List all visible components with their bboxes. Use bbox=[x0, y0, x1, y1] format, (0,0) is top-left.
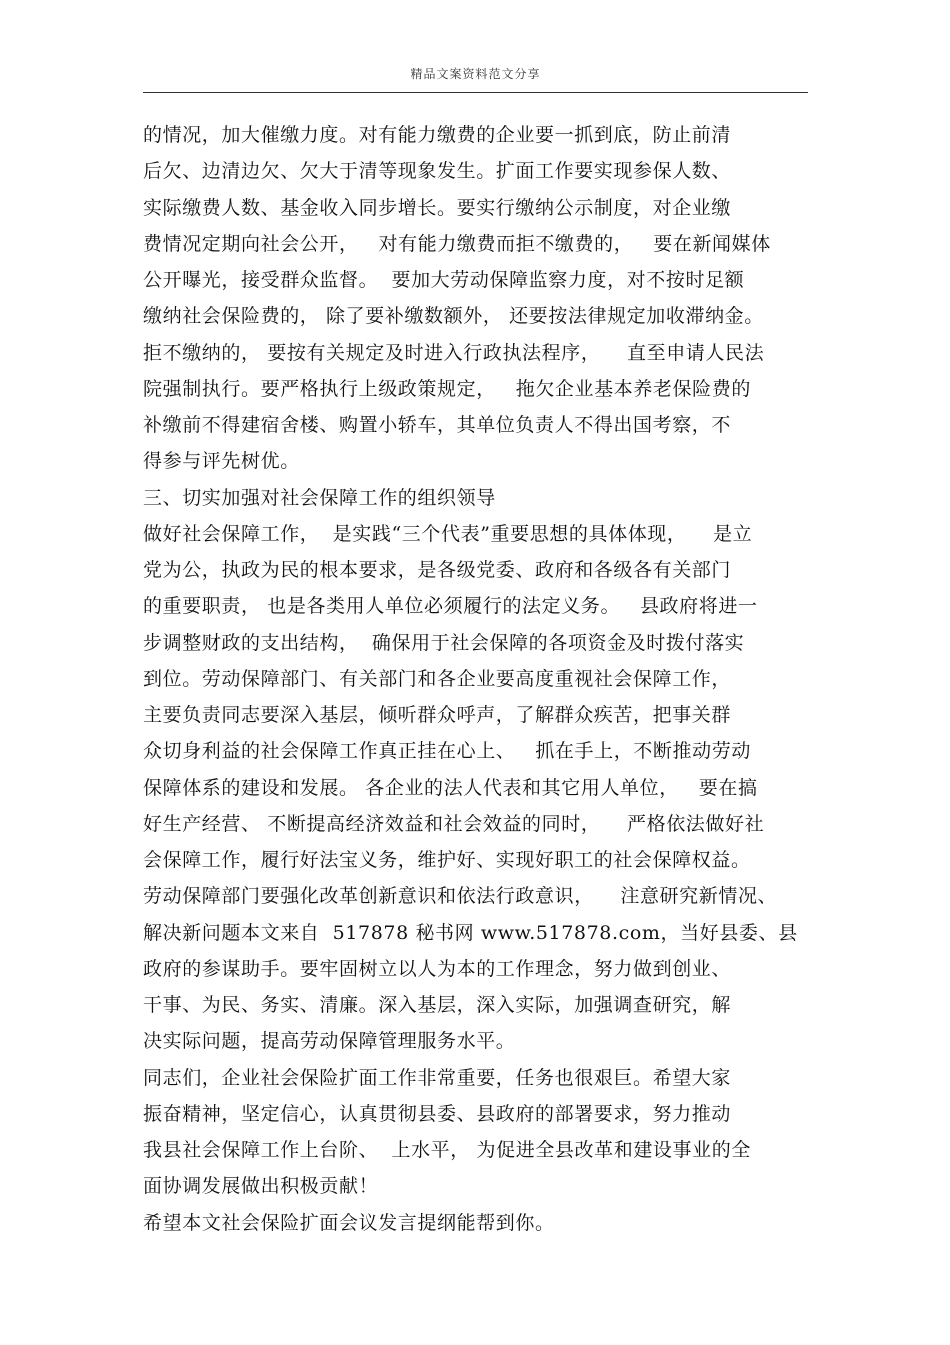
text-line: 党为公，执政为民的根本要求，是各级党委、政府和各级各有关部门 bbox=[143, 559, 732, 581]
text-line: 好生产经营、 不断提高经济效益和社会效益的同时， 严格依法做好社 bbox=[143, 812, 765, 835]
text-line: 实际缴费人数、基金收入同步增长。要实行缴纳公示制度，对企业缴 bbox=[143, 196, 732, 219]
text-line: 步调整财政的支出结构， 确保用于社会保障的各项资金及时拨付落实 bbox=[143, 631, 745, 654]
text-line: 决实际问题，提高劳动保障管理服务水平。 bbox=[143, 1030, 516, 1053]
text-line: 做好社会保障工作， 是实践“三个代表”重要思想的具体体现， 是立 bbox=[143, 522, 753, 545]
text-line: 后欠、边清边欠、欠大于清等现象发生。扩面工作要实现参保人数、 bbox=[143, 160, 732, 183]
text-line: 的情况，加大催缴力度。对有能力缴费的企业要一抓到底，防止前清 bbox=[143, 124, 732, 146]
document-body bbox=[143, 117, 823, 1241]
text-line: 政府的参谋助手。要牢固树立以人为本的工作理念，努力做到创业、 bbox=[143, 957, 732, 980]
text-line: 解决新问题本文来自 517878 秘书网 www.517878.com，当好县委、县 bbox=[143, 921, 798, 944]
text-line: 补缴前不得建宿舍楼、购置小轿车，其单位负责人不得出国考察，不 bbox=[143, 414, 732, 436]
text-line: 费情况定期向社会公开， 对有能力缴费而拒不缴费的， 要在新闻媒体 bbox=[143, 232, 771, 255]
text-line: 面协调发展做出积极贡献！ bbox=[143, 1175, 379, 1198]
text-line: 劳动保障部门要强化改革创新意识和依法行政意识， 注意研究新情况、 bbox=[143, 885, 778, 908]
text-line: 保障体系的建设和发展。 各企业的法人代表和其它用人单位， 要在搞 bbox=[143, 776, 758, 799]
closing-line: 希望本文社会保险扩面会议发言提纲能帮到你。 bbox=[143, 1211, 555, 1234]
text-line: 众切身利益的社会保障工作真正挂在心上、 抓在手上，不断推动劳动 bbox=[143, 740, 751, 763]
section-heading: 三、切实加强对社会保障工作的组织领导 bbox=[143, 486, 496, 509]
page-header bbox=[143, 62, 808, 93]
text-line: 振奋精神，坚定信心，认真贯彻县委、县政府的部署要求，努力推动 bbox=[143, 1102, 732, 1125]
text-line: 到位。劳动保障部门、有关部门和各企业要高度重视社会保障工作， bbox=[143, 667, 732, 690]
text-line: 的重要职责， 也是各类用人单位必须履行的法定义务。 县政府将进一 bbox=[143, 595, 758, 618]
text-line: 我县社会保障工作上台阶、 上水平， 为促进全县改革和建设事业的全 bbox=[143, 1139, 751, 1161]
text-line: 主要负责同志要深入基层，倾听群众呼声，了解群众疾苦，把事关群 bbox=[143, 704, 732, 726]
text-line: 会保障工作，履行好法宝义务，维护好、实现好职工的社会保障权益。 bbox=[143, 849, 751, 871]
text-line: 干事、为民、务实、清廉。深入基层，深入实际，加强调查研究，解 bbox=[143, 994, 732, 1016]
text-line: 同志们，企业社会保险扩面工作非常重要，任务也很艰巨。希望大家 bbox=[143, 1066, 732, 1089]
text-line: 公开曝光，接受群众监督。 要加大劳动保障监察力度，对不按时足额 bbox=[143, 269, 745, 291]
text-line: 拒不缴纳的， 要按有关规定及时进入行政执法程序， 直至申请人民法 bbox=[143, 341, 765, 364]
text-line: 院强制执行。要严格执行上级政策规定， 拖欠企业基本养老保险费的 bbox=[143, 377, 751, 400]
text-line: 得参与评先树优。 bbox=[143, 450, 300, 473]
text-line: 缴纳社会保险费的， 除了要补缴数额外， 还要按法律规定加收滞纳金。 bbox=[143, 305, 764, 328]
header-title: 精品文案资料范文分享 bbox=[410, 67, 541, 81]
